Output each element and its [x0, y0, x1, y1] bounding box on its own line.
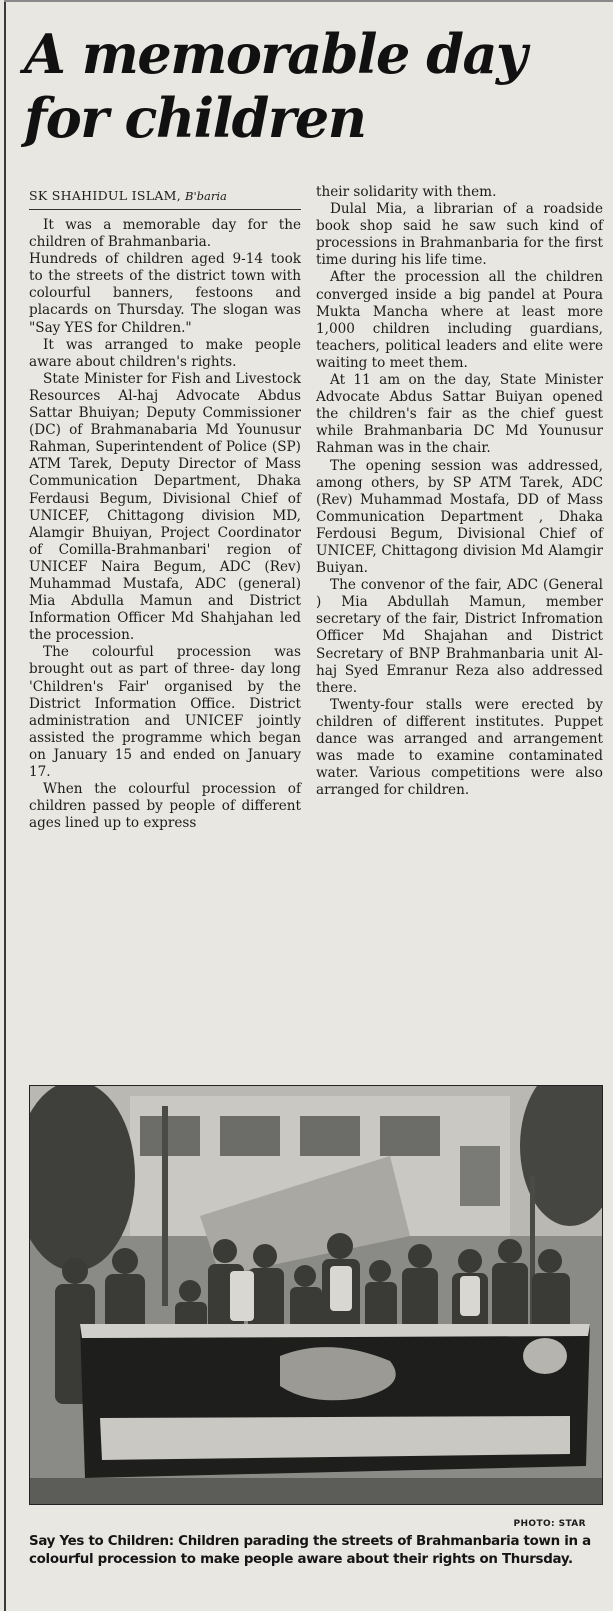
headline-line-1: A memorable day	[24, 22, 526, 86]
paragraph: Dulal Mia, a librarian of a roadside book shop said he saw such kind of processions in Brahmanbaria for the first time during his life time.	[316, 201, 603, 269]
paragraph: their solidarity with them.	[316, 184, 497, 200]
paragraph: It was arranged to make people aware about children's rights.	[29, 336, 301, 370]
byline	[29, 188, 301, 210]
left-column	[29, 188, 301, 832]
paragraph: The colourful procession was brought out as part of three- day long 'Children's Fair' organised by the District Information Office. District administration and UNICEF jointly assisted the programme which began on January 15 and ended on January 17.	[29, 644, 301, 780]
page-edge-left	[4, 0, 6, 1611]
paragraph: It was a memorable day for the children of Brahmanbaria.	[29, 217, 301, 251]
paragraph: After the procession all the children converged inside a big pandel at Poura Mukta Mancha where at least more 1,000 children including guardians, teachers, political leaders and elite were waiting to meet them.	[316, 269, 603, 371]
paragraph: Twenty-four stalls were erected by children of different institutes. Puppet dance was arranged and arrangement was made to examine contaminated water. Various competitions were also arranged for children.	[316, 696, 603, 799]
newspaper-clipping	[14, 0, 606, 1611]
photo-credit: PHOTO: STAR	[513, 1519, 586, 1529]
paragraph: At 11 am on the day, State Minister Advocate Abdus Sattar Buiyan opened the children's fair as the chief guest while Brahmanbaria DC Md Younusur Rahman was in the chair.	[316, 372, 603, 457]
right-column	[316, 184, 603, 799]
headline-line-2: for children	[24, 86, 366, 150]
paragraph: The opening session was addressed, among others, by SP ATM Tarek, ADC (Rev) Muhammad Mostafa, DD of Mass Communication Department , Dhaka Ferdousi Begum, Divisional Chief of UNICEF, Chittagong division Md Alamgir Buiyan.	[316, 457, 603, 577]
paragraph: The convenor of the fair, ADC (General ) Mia Abdullah Mamun, member secretary of the fair, District Infromation Officer Md Shajahan and District Secretary of BNP Brahmanbaria unit Al-haj Syed Emranur Reza also addressed there.	[316, 577, 603, 696]
photo-caption: Say Yes to Children: Children parading the streets of Brahmanbaria town in a colourful procession to make people aware about their rights on Thursday.	[29, 1534, 591, 1567]
paragraph: When the colourful procession of children passed by people of different ages lined up to express	[29, 781, 301, 832]
procession-photo-image	[30, 1086, 603, 1505]
byline-author: SK SHAHIDUL ISLAM,	[29, 188, 182, 203]
paragraph: Hundreds of children aged 9-14 took to the streets of the district town with colourful banners, festoons and placards on Thursday. The slogan was "Say YES for Children."	[29, 251, 301, 336]
headline	[24, 22, 604, 150]
paragraph: State Minister for Fish and Livestock Resources Al-haj Advocate Abdus Sattar Bhuiyan; Deputy Commissioner (DC) of Brahmanabaria Md Younusur Rahman, Superintendent of Police (SP) ATM Tarek, Deputy Director of Mass Communication Department, Dhaka Ferdausi Begum, Divisional Chief of UNICEF, Chittagong division MD, Alamgir Bhuiyan, Project Coordinator of Comilla-Brahmanbari' region of UNICEF Naira Begum, ADC (Rev) Muhammad Mustafa, ADC (general) Mia Abdulla Mamun and District Information Officer Md Shahjahan led the procession.	[29, 370, 301, 644]
byline-location: B'baria	[185, 189, 227, 203]
procession-photo	[29, 1085, 603, 1505]
